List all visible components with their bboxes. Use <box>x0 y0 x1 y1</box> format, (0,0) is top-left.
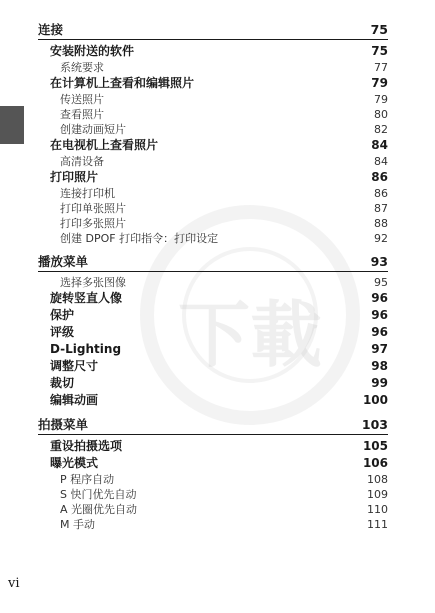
toc-entry[interactable] <box>38 169 388 186</box>
toc-entry-page-number: 100 <box>362 393 388 407</box>
toc-entry-label: 评级 <box>50 325 75 339</box>
toc-subentry-label: 打印多张照片 <box>60 217 126 230</box>
toc-entry-label: 编辑动画 <box>50 393 99 407</box>
toc-subentry-page-number: 77 <box>374 61 388 74</box>
toc-entry-label: 调整尺寸 <box>50 359 99 373</box>
toc-subentry-label: S 快门优先自动 <box>60 488 137 501</box>
toc-entry[interactable] <box>38 324 388 341</box>
toc-entry-label: 在计算机上查看和编辑照片 <box>50 76 195 90</box>
toc-section[interactable] <box>38 20 388 40</box>
toc-subentry-label: 查看照片 <box>60 108 104 121</box>
toc-subentry[interactable] <box>38 107 388 122</box>
toc-section-label: 播放菜单 <box>38 254 89 269</box>
toc-subentry-label: 系统要求 <box>60 61 104 74</box>
toc-subentry-label: 创建动画短片 <box>60 123 126 136</box>
toc-subentry-page-number: 84 <box>374 155 388 168</box>
toc-entry-page-number: 106 <box>362 456 388 470</box>
chapter-tab-marker <box>0 106 24 144</box>
table-of-contents <box>38 20 388 532</box>
toc-subentry[interactable] <box>38 275 388 290</box>
toc-entry[interactable] <box>38 290 388 307</box>
toc-entry[interactable] <box>38 438 388 455</box>
toc-entry-label: 重设拍摄选项 <box>50 439 123 453</box>
toc-section-page-number: 75 <box>370 22 388 37</box>
toc-subentry[interactable] <box>38 502 388 517</box>
toc-entry[interactable] <box>38 137 388 154</box>
toc-subentry-label: 打印单张照片 <box>60 202 126 215</box>
toc-entry-page-number: 105 <box>362 439 388 453</box>
toc-subentry-page-number: 111 <box>367 518 388 531</box>
toc-entry-label: 裁切 <box>50 376 75 390</box>
toc-subentry[interactable] <box>38 517 388 532</box>
toc-subentry-page-number: 87 <box>374 202 388 215</box>
toc-subentry-page-number: 82 <box>374 123 388 136</box>
toc-subentry[interactable] <box>38 472 388 487</box>
toc-entry-page-number: 99 <box>371 376 388 390</box>
toc-entry-label: D-Lighting <box>50 342 122 356</box>
toc-section-label: 连接 <box>38 22 64 37</box>
toc-subentry-label: 传送照片 <box>60 93 104 106</box>
toc-section-page-number: 103 <box>361 417 388 432</box>
toc-subentry-label: 连接打印机 <box>60 187 115 200</box>
toc-entry-page-number: 84 <box>371 138 388 152</box>
toc-subentry-page-number: 109 <box>367 488 388 501</box>
toc-section-label: 拍摄菜单 <box>38 417 89 432</box>
toc-entry[interactable] <box>38 392 388 409</box>
toc-section[interactable] <box>38 252 388 272</box>
toc-entry-page-number: 75 <box>371 44 388 58</box>
toc-section[interactable] <box>38 415 388 435</box>
toc-entry[interactable] <box>38 75 388 92</box>
toc-subentry[interactable] <box>38 60 388 75</box>
toc-subentry-label: 高清设备 <box>60 155 104 168</box>
toc-entry-page-number: 86 <box>371 170 388 184</box>
toc-subentry-page-number: 95 <box>374 276 388 289</box>
toc-entry-label: 曝光模式 <box>50 456 99 470</box>
toc-subentry-page-number: 79 <box>374 93 388 106</box>
toc-section-page-number: 93 <box>370 254 388 269</box>
toc-subentry[interactable] <box>38 231 388 246</box>
page-number-label: vi <box>8 576 20 591</box>
toc-subentry-label: M 手动 <box>60 518 95 531</box>
toc-subentry[interactable] <box>38 487 388 502</box>
toc-subentry-label: P 程序自动 <box>60 473 115 486</box>
toc-entry-label: 在电视机上查看照片 <box>50 138 159 152</box>
toc-subentry[interactable] <box>38 122 388 137</box>
toc-subentry-page-number: 110 <box>367 503 388 516</box>
toc-subentry[interactable] <box>38 201 388 216</box>
watermark-seal: 下載 <box>140 205 360 425</box>
toc-subentry-page-number: 92 <box>374 232 388 245</box>
toc-entry[interactable] <box>38 43 388 60</box>
toc-entry-page-number: 96 <box>371 325 388 339</box>
toc-entry-page-number: 79 <box>371 76 388 90</box>
toc-entry-page-number: 96 <box>371 291 388 305</box>
toc-entry[interactable] <box>38 455 388 472</box>
toc-subentry-label: 创建 DPOF 打印指令：打印设定 <box>60 232 219 245</box>
toc-entry-page-number: 98 <box>371 359 388 373</box>
toc-subentry[interactable] <box>38 216 388 231</box>
toc-subentry-page-number: 86 <box>374 187 388 200</box>
toc-subentry-page-number: 88 <box>374 217 388 230</box>
toc-subentry-label: A 光圈优先自动 <box>60 503 138 516</box>
toc-entry[interactable] <box>38 307 388 324</box>
toc-subentry-label: 选择多张图像 <box>60 276 126 289</box>
toc-entry[interactable] <box>38 341 388 358</box>
toc-entry-label: 旋转竖直人像 <box>50 291 123 305</box>
toc-subentry-page-number: 108 <box>367 473 388 486</box>
toc-entry-label: 安装附送的软件 <box>50 44 135 58</box>
toc-entry-label: 打印照片 <box>50 170 99 184</box>
toc-entry[interactable] <box>38 358 388 375</box>
toc-subentry[interactable] <box>38 154 388 169</box>
toc-subentry[interactable] <box>38 186 388 201</box>
toc-entry-page-number: 96 <box>371 308 388 322</box>
toc-subentry[interactable] <box>38 92 388 107</box>
toc-entry[interactable] <box>38 375 388 392</box>
toc-entry-page-number: 97 <box>371 342 388 356</box>
toc-subentry-page-number: 80 <box>374 108 388 121</box>
toc-entry-label: 保护 <box>50 308 75 322</box>
